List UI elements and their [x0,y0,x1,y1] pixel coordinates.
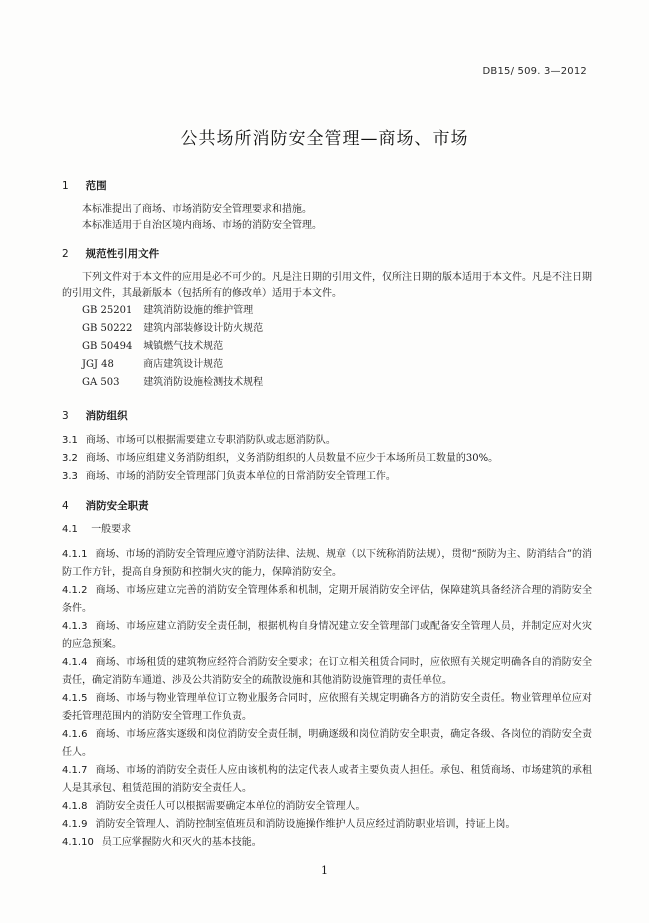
reference-item [82,302,592,320]
reference-item [82,374,592,392]
reference-name: 建筑内部装修设计防火规范 [143,323,264,334]
clause [62,432,592,450]
clause-text: 商场、市场的消防安全管理应遵守消防法律、法规、规章（以下统称消防法规），贯彻“预防为主、防消结合”的消防工作方针，提高自身预防和控制火灾的能力，保障消防安全。 [62,549,592,578]
document-title: 公共场所消防安全管理—商场、市场 [180,129,469,149]
clause-number: 4.1.6 [62,729,88,740]
clause-number: 4.1.3 [62,621,88,632]
section-title: 消防安全职责 [85,500,149,512]
paragraph: 本标准提出了商场、市场消防安全管理要求和措施。 [82,204,312,215]
clause-text: 商场、市场应组建义务消防组织，义务消防组织的人员数量不应少于本场所员工数量的30%。 [85,453,499,464]
clause [62,582,592,618]
section-number: 3 [62,410,69,422]
section-heading-fire-organization [62,408,592,424]
section-heading-scope [62,178,592,194]
reference-name: 商店建筑设计规范 [143,359,224,370]
clause-number: 4.1.9 [62,819,88,830]
reference-name: 建筑消防设施的维护管理 [143,305,254,316]
clause-text: 员工应掌握防火和灭火的基本技能。 [101,837,262,848]
section-heading-fire-safety-duties [62,498,592,514]
clause-number: 4.1.10 [62,837,94,848]
reference-list [82,302,592,392]
reference-code: GA 503 [82,377,120,388]
clause-text: 商场、市场可以根据需要建立专职消防队或志愿消防队。 [85,435,336,446]
section-number: 2 [62,248,69,260]
reference-code: GB 50494 [82,341,133,352]
clause-text: 商场、市场租赁的建筑物应经符合消防安全要求；在订立相关租赁合同时，应依照有关规定明确各自的消防安全责任，确定消防车通道、涉及公共消防安全的疏散设施和其他消防设施管理的责任单位。 [62,657,592,686]
clause-number: 4.1.2 [62,585,88,596]
clause-number: 3.1 [62,435,78,446]
reference-code: GB 25201 [82,305,133,316]
page-number: 1 [321,864,328,877]
clause [62,798,592,816]
section-title: 范围 [85,180,107,192]
clause [62,546,592,582]
subsection-heading-general [62,522,592,538]
reference-item [82,356,592,374]
clause [62,654,592,690]
reference-item [82,320,592,338]
clause-number: 4.1.5 [62,693,88,704]
clause [62,762,592,798]
clause-text: 消防安全管理人、消防控制室值班员和消防设施操作维护人员应经过消防职业培训，持证上岗。 [95,819,516,830]
subsection-number: 4.1 [62,524,78,535]
section-number: 4 [62,500,69,512]
subsection-title: 一般要求 [91,524,132,535]
document-body [62,178,592,852]
paragraph: 下列文件对于本文件的应用是必不可少的。凡是注日期的引用文件，仅所注日期的版本适用于本文件。凡是不注日期的引用文件，其最新版本（包括所有的修改单）适用于本文件。 [62,272,592,299]
clause [62,726,592,762]
section-title: 规范性引用文件 [85,248,160,260]
section-number: 1 [62,180,69,192]
reference-code: JGJ 48 [82,359,114,370]
clause [62,834,592,852]
clause-number: 4.1.7 [62,765,88,776]
clause-number: 4.1.1 [62,549,88,560]
clause [62,690,592,726]
clause-text: 商场、市场的消防安全管理部门负责本单位的日常消防安全管理工作。 [85,471,396,482]
document-code: DB15/ 509. 3—2012 [482,66,587,77]
clause-text: 商场、市场应建立完善的消防安全管理体系和机制，定期开展消防安全评估，保障建筑具备经济合理的消防安全条件。 [62,585,592,614]
clause-number: 3.3 [62,471,78,482]
clause-number: 4.1.8 [62,801,88,812]
clause-text: 消防安全责任人可以根据需要确定本单位的消防安全管理人。 [95,801,366,812]
clause [62,450,592,468]
clause-text: 商场、市场应落实逐级和岗位消防安全责任制，明确逐级和岗位消防安全职责，确定各级、各岗位的消防安全责任人。 [62,729,592,758]
clause-number: 3.2 [62,453,78,464]
reference-item [82,338,592,356]
reference-code: GB 50222 [82,323,133,334]
clause-text: 商场、市场与物业管理单位订立物业服务合同时，应依照有关规定明确各方的消防安全责任。物业管理单位应对委托管理范围内的消防安全管理工作负责。 [62,693,592,722]
reference-name: 城镇燃气技术规范 [143,341,224,352]
reference-name: 建筑消防设施检测技术规程 [143,377,264,388]
paragraph: 本标准适用于自治区境内商场、市场的消防安全管理。 [82,220,322,231]
section-heading-normative-references [62,246,592,262]
clause [62,618,592,654]
clause-text: 商场、市场的消防安全责任人应由该机构的法定代表人或者主要负责人担任。承包、租赁商场、市场建筑的承租人是其承包、租赁范围的消防安全责任人。 [62,765,592,794]
clause-text: 商场、市场应建立消防安全责任制，根据机构自身情况建立安全管理部门或配备安全管理人员，并制定应对火灾的应急预案。 [62,621,592,650]
clause [62,468,592,486]
clause [62,816,592,834]
section-title: 消防组织 [85,410,128,422]
clause-number: 4.1.4 [62,657,88,668]
